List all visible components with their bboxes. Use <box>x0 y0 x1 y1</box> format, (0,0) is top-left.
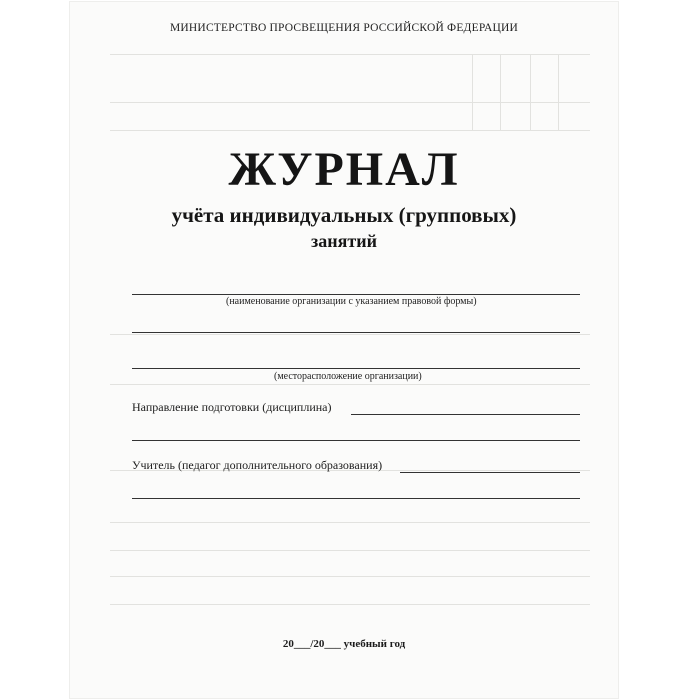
ministry-header: МИНИСТЕРСТВО ПРОСВЕЩЕНИЯ РОССИЙСКОЙ ФЕДЕРАЦИИ <box>170 22 518 34</box>
journal-cover-page <box>70 2 618 698</box>
journal-subtitle-line-2: занятий <box>311 231 377 251</box>
journal-title: ЖУРНАЛ <box>228 143 460 196</box>
journal-subtitle-line-1: учёта индивидуальных (групповых) <box>171 203 517 227</box>
organization-name-caption: (наименование организации с указанием правовой формы) <box>226 296 477 307</box>
direction-line-1[interactable] <box>351 414 580 415</box>
organization-location-line-2[interactable] <box>132 368 580 369</box>
organization-location-line-1[interactable] <box>132 332 580 333</box>
teacher-line-2[interactable] <box>132 498 580 499</box>
teacher-line-1[interactable] <box>400 472 580 473</box>
direction-label: Направление подготовки (дисциплина) <box>132 400 332 414</box>
teacher-label: Учитель (педагог дополнительного образования) <box>132 458 383 472</box>
academic-year: 20___/20___ учебный год <box>282 638 406 650</box>
direction-line-2[interactable] <box>132 440 580 441</box>
organization-location-caption: (месторасположение организации) <box>274 371 422 382</box>
organization-name-line[interactable] <box>132 294 580 295</box>
